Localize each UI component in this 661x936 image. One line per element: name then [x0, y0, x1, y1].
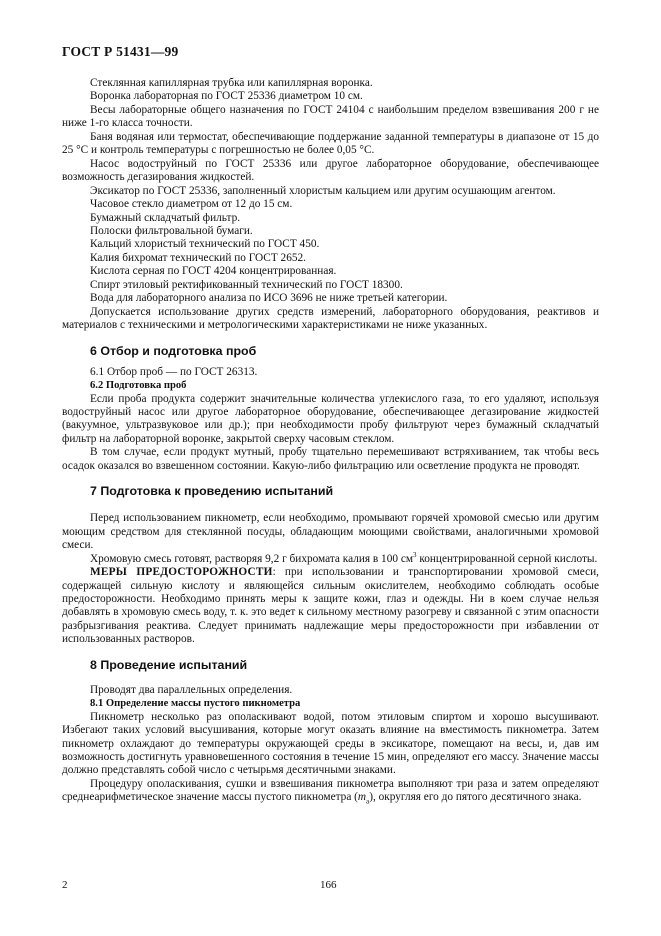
cm3-superscript: 3 [413, 550, 417, 559]
section-6-title: 6 Отбор и подготовка проб [90, 343, 257, 358]
equipment-line: Воронка лабораторная по ГОСТ 25336 диаметром 10 см. [90, 90, 363, 103]
item-6-2-title-text: 6.2 Подготовка проб [90, 380, 187, 392]
equipment-line: Стеклянная капиллярная трубка или капиллярная воронка. [90, 77, 373, 89]
section-8-paragraph [62, 778, 599, 805]
section-8-intro: Проводят два параллельных определения. [90, 683, 293, 696]
section-8-paragraph: Пикнометр несколько раз ополаскивают водой, потом этиловым спиртом и хорошо высушивают. Избегают таких условий высушивания, которые могут оказать влияние на вместимость пикнометра. Затем пикнометр охлаждают до температуры окружающей среды в эксикаторе, помещают на весы, и, дав им возможность достигнуть уравновешенного состояния в течение 15 мин, определяют его массу. Значение массы должно представлять собой число с четырьмя десятичными знаками. [62, 710, 599, 777]
page-number-center: 166 [320, 879, 337, 891]
page-content [62, 77, 599, 805]
equipment-note: Допускается использование других средств измерений, лабораторного оборудования, реактивов и материалов с техническими и метрологическими характеристиками не ниже указанных. [62, 305, 599, 332]
equipment-line: Кальций хлористый технический по ГОСТ 450. [90, 238, 320, 251]
item-8-1-title [62, 697, 599, 710]
chromic-mix-text-b: концентрированной серной кислоты. [416, 552, 598, 565]
section-7-paragraph: Перед использованием пикнометр, если необходимо, промывают горячей хромовой смесью или другим моющим средством для стеклянной посуды, обладающим моющими свойствами, аналогичными хромовой смеси. [62, 512, 599, 552]
item-8-1-title-text: 8.1 Определение массы пустого пикнометра [90, 698, 301, 710]
safety-caps-label: МЕРЫ ПРЕДОСТОРОЖНОСТИ [90, 566, 273, 579]
equipment-line: Баня водяная или термостат, обеспечивающие поддержание заданной температуры в диапазоне от 15 до 25 °С и контроль температуры с погрешностью не более 0,05 °С. [62, 130, 599, 157]
safety-text: : при использовании и транспортировании хромовой смеси, содержащей сильную кислоту и являющейся сильным окислителем, необходимо соблюдать особые предосторожности. Необходимо принять меры к защите кожи, глаз и одежды. Ни в коем случае нельзя добавлять в хромовую смесь воду, т. к. это ведет к сильному местному разогреву и связанной с этим опасности разбрызгивания реактива. Следует принимать надлежащие меры предосторожности при избавлении от использованных растворов. [62, 566, 599, 646]
section-7-title: 7 Подготовка к проведению испытаний [90, 484, 334, 499]
equipment-line: Насос водоструйный по ГОСТ 25336 или другое лабораторное оборудование, обеспечивающее возможность дегазирования жидкостей. [62, 157, 599, 184]
equipment-line: Спирт этиловый ректификованный технический по ГОСТ 18300. [90, 278, 403, 291]
mass-variable: m [357, 791, 367, 804]
page-number-left: 2 [62, 879, 68, 891]
safety-paragraph [62, 566, 599, 647]
chromic-mix-text-a: Хромовую смесь готовят, растворяя 9,2 г бихромата калия в 100 см [90, 552, 413, 565]
section-6-paragraph: Если проба продукта содержит значительные количества углекислого газа, то его удаляют, используя водоструйный насос или другое лабораторное оборудование, обеспечивающее дегазирование жидкостей (вакуумное, ультразвуковое или др.); при необходимости пробу фильтруют через бумажный складчатый фильтр на лабораторной воронке, закрытой сверху часовым стеклом. [62, 392, 599, 445]
equipment-line: Часовое стекло диаметром от 12 до 15 см. [90, 198, 293, 211]
mass-subscript: a [366, 797, 370, 806]
document-header: ГОСТ Р 51431—99 [62, 44, 179, 59]
section-7-paragraph [62, 550, 599, 566]
mass-text-b: ), округляя его до пятого десятичного знака. [369, 791, 582, 804]
equipment-line: Весы лабораторные общего назначения по ГОСТ 24104 с наибольшим пределом взвешивания 200 г не ниже 1-го класса точности. [62, 103, 599, 130]
item-6-2-title [62, 379, 599, 392]
mass-text-a: Процедуру ополаскивания, сушки и взвешивания пикнометра выполняют три раза и затем определяют среднеарифметическое значение массы пустого пикнометра ( [62, 777, 599, 804]
section-8-title: 8 Проведение испытаний [90, 657, 248, 672]
equipment-line: Калия бихромат технический по ГОСТ 2652. [90, 251, 306, 264]
equipment-line: Эксикатор по ГОСТ 25336, заполненный хлористым кальцием или другим осушающим агентом. [90, 184, 556, 197]
equipment-line: Полоски фильтровальной бумаги. [90, 224, 253, 237]
equipment-line: Вода для лабораторного анализа по ИСО 3696 не ниже третьей категории. [90, 292, 448, 305]
equipment-line: Кислота серная по ГОСТ 4204 концентрированная. [90, 265, 337, 278]
item-6-1: 6.1 Отбор проб — по ГОСТ 26313. [90, 365, 258, 378]
equipment-line: Бумажный складчатый фильтр. [90, 211, 241, 224]
section-6-paragraph: В том случае, если продукт мутный, пробу тщательно перемешивают встряхиванием, так чтобы весь осадок оказался во взвешенном состоянии. Какую-либо фильтрацию или осветление продукта не проводят. [62, 446, 599, 472]
